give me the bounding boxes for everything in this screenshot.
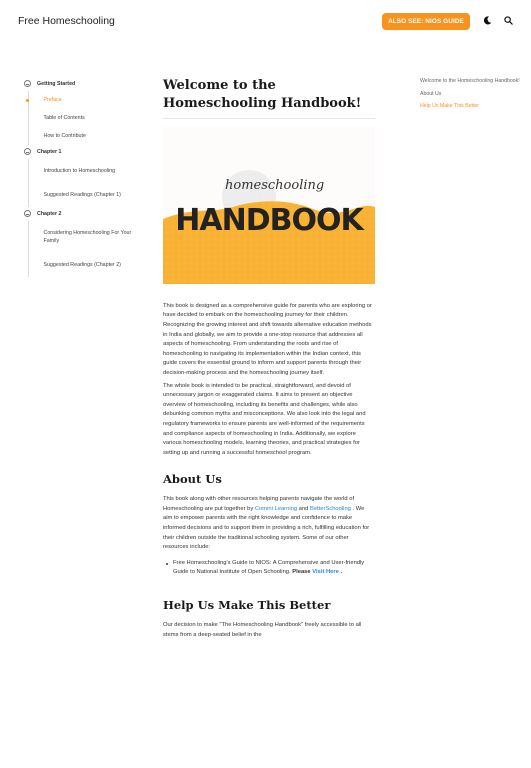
about-us-heading: About Us <box>163 472 222 487</box>
sidebar-item-label: How to Contribute <box>43 133 86 139</box>
search-icon[interactable] <box>504 16 513 25</box>
sidebar-item-label: Preface <box>43 97 62 103</box>
sidebar-item-label: Suggested Readings (Chapter 1) <box>43 192 121 198</box>
sidebar-section-items <box>28 159 134 207</box>
sidebar-item-label: Considering Homeschooling For Your Family <box>43 230 132 244</box>
sidebar-section-items <box>28 91 134 145</box>
sidebar-section-chapter-2 <box>23 207 133 277</box>
bullet-end: . <box>338 569 343 576</box>
page-title: Welcome to the Homeschooling Handbook! <box>163 78 362 111</box>
collapse-icon[interactable] <box>24 210 31 217</box>
toc-item-welcome[interactable]: Welcome to the Homeschooling Handbook! <box>420 78 520 84</box>
betterschooling-link[interactable]: BetterSchooling <box>309 505 351 512</box>
sidebar-section-items <box>28 221 134 277</box>
toc-item-about-us[interactable]: About Us <box>420 90 442 97</box>
collapse-icon[interactable] <box>24 80 31 87</box>
toc-item-help-us[interactable]: Help Us Make This Better <box>420 103 480 109</box>
sidebar-section-toggle[interactable] <box>23 77 133 91</box>
visit-here-link[interactable]: Visit Here <box>312 569 339 576</box>
title-divider <box>163 118 375 119</box>
active-dot-icon <box>26 99 29 102</box>
sidebar-item-label: Introduction to Homeschooling <box>43 168 116 174</box>
help-us-heading: Help Us Make This Better <box>163 598 331 613</box>
sidebar-section-getting-started <box>23 77 133 145</box>
sidebar-section-toggle[interactable] <box>23 145 133 159</box>
sidebar-item-suggested-readings-1[interactable] <box>44 183 134 207</box>
about-us-paragraph <box>163 495 375 553</box>
svg-text:HANDBOOK: HANDBOOK <box>175 202 363 238</box>
intro-paragraph: This book is designed as a comprehensive guide for parents who are exploring or have decided to embark on the homeschooling journey for their children. Recognizing the growing interest and shift towards alternative education methods in India and globally, we aim to provide a one-stop resource that addresses all aspects of homeschooling. From understanding the roots and rise of homeschooling to navigating its implementation within the Indian context, this guide covers the essential ground to inform and support parents through their decision-making process and the homeschooling journey itself. <box>163 302 372 376</box>
please-text: Please <box>292 569 313 576</box>
handbook-illustration-icon <box>163 127 375 284</box>
sidebar-item-suggested-readings-2[interactable] <box>44 253 134 277</box>
site-title[interactable]: Free Homeschooling <box>18 15 115 27</box>
about-text-3: . We aim to empower parents with the right knowledge and confidence to make informed decisions and to support them in providing a rich, fulfilling education for their children outside the traditional schooling system. Some of our other resources include: <box>163 505 370 551</box>
sidebar-item-label: Table of Contents <box>43 115 85 121</box>
comini-learning-link[interactable]: Comini Learning <box>254 505 298 512</box>
moon-icon[interactable] <box>483 16 492 25</box>
sidebar-item-how-to-contribute[interactable] <box>44 127 134 145</box>
sidebar-section-label: Getting Started <box>37 81 76 87</box>
sidebar-item-introduction[interactable] <box>44 159 134 183</box>
collapse-icon[interactable] <box>24 148 31 155</box>
about-text-2: and <box>297 505 310 512</box>
help-us-paragraph: Our decision to make "The Homeschooling Handbook" freely accessible to all stems from a deep-seated belief in the <box>163 622 362 638</box>
sidebar-section-label: Chapter 1 <box>37 149 62 155</box>
resource-list-item <box>163 559 375 578</box>
sidebar-section-chapter-1 <box>23 145 133 207</box>
sidebar-nav <box>23 77 133 277</box>
top-header <box>0 0 531 44</box>
resource-text: Free Homeschooling's Guide to NIOS: A Comprehensive and User-friendly Guide to National Institute of Open Schooling. <box>173 559 365 576</box>
sidebar-item-label: Suggested Readings (Chapter 2) <box>43 262 121 268</box>
on-this-page-toc <box>420 78 520 116</box>
nios-guide-button[interactable]: ALSO SEE: NIOS GUIDE <box>382 13 470 30</box>
about-text-1: This book along with other resources helping parents navigate the world of Homeschooling are put together by <box>163 496 355 512</box>
sidebar-section-toggle[interactable] <box>23 207 133 221</box>
main-content <box>163 77 375 640</box>
sidebar-item-table-of-contents[interactable] <box>44 109 134 127</box>
sidebar-item-considering-homeschooling[interactable] <box>44 221 134 253</box>
overview-paragraph: The whole book is intended to be practical, straightforward, and devoid of unnecessary jargon or exaggerated claims. It aims to present an objective overview of homeschooling, including its benefits and challenges, while also debunking common myths and misconceptions. We also look into the legal and regulatory frameworks to ensure parents are well-informed of the requirements and compliance aspects of homeschooling in India. Additionally, we explore various homeschooling models, learning theories, and practical strategies for setting up and running a successful homeschool program. <box>163 382 366 456</box>
svg-text:homeschooling: homeschooling <box>225 177 325 193</box>
handbook-cover-image <box>163 127 375 284</box>
sidebar-section-label: Chapter 2 <box>37 211 62 217</box>
sidebar-item-preface[interactable] <box>44 91 134 109</box>
